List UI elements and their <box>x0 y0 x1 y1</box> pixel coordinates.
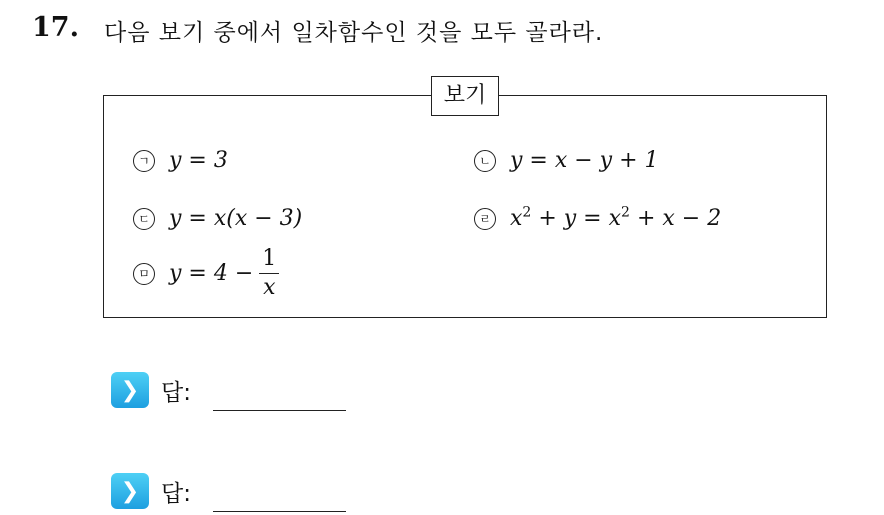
fraction-numerator: 1 <box>259 247 279 274</box>
answer-row-1 <box>111 372 191 408</box>
chevron-right-icon: ❯ <box>111 372 149 408</box>
answer-label: 답: <box>161 379 191 406</box>
answer-label: 답: <box>161 480 191 507</box>
choice-box-title: 보기 <box>431 76 499 116</box>
fraction <box>259 247 279 300</box>
question-number: 17. <box>32 12 79 43</box>
formula: y = x − y + 1 <box>510 148 659 173</box>
formula: $x^2 + y = x^2 + x - 2$ <box>510 204 722 231</box>
circled-marker: ㄷ <box>133 208 155 230</box>
circled-marker: ㄴ <box>474 150 496 172</box>
fraction-denominator: x <box>263 275 276 301</box>
formula: y = 3 <box>169 148 228 173</box>
circled-marker: ㄱ <box>133 150 155 172</box>
circled-marker: ㅁ <box>133 263 155 285</box>
formula: y = x(x − 3) <box>169 206 303 231</box>
answer-row-2 <box>111 473 191 509</box>
formula: y = 4 − <box>169 261 254 287</box>
question-text: 다음 보기 중에서 일차함수인 것을 모두 골라라. <box>104 20 604 46</box>
choice-item-3 <box>133 206 302 231</box>
choice-item-2 <box>474 148 659 173</box>
choice-item-5 <box>133 247 279 300</box>
choice-item-1 <box>133 148 228 173</box>
answer-blank-2[interactable] <box>213 511 346 512</box>
chevron-right-icon: ❯ <box>111 473 149 509</box>
circled-marker: ㄹ <box>474 208 496 230</box>
answer-blank-1[interactable] <box>213 410 346 411</box>
choice-item-4 <box>474 206 721 231</box>
